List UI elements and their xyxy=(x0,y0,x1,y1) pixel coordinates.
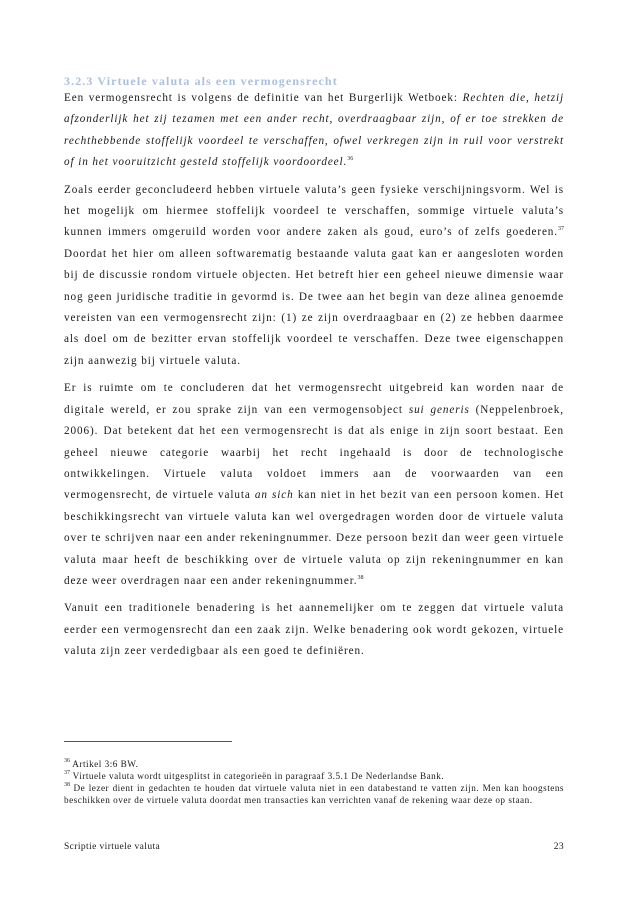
paragraph-sui-generis xyxy=(64,378,564,592)
paragraph-text: Er is ruimte om te concluderen dat het vermogensrecht uitgebreid kan worden naar de digitale wereld, er zou sprake zijn van een vermogensobject xyxy=(64,382,564,416)
footnote-divider xyxy=(64,741,232,742)
footnote-text: De lezer dient in gedachten te houden dat virtuele valuta niet in een databestand te vatten zijn. Men kan hoogstens beschikken over de virtuele valuta doordat men transacties kan verrichten vanaf de rekening waar deze op staan. xyxy=(64,783,564,805)
footnote-number: 38 xyxy=(64,782,70,788)
paragraph-physical-form xyxy=(64,180,564,373)
footnote-number: 36 xyxy=(64,758,70,764)
footnote-number: 37 xyxy=(64,770,70,776)
paragraph-text: Een vermogensrecht is volgens de definitie van het Burgerlijk Wetboek: xyxy=(64,92,463,104)
definition-quote: Rechten die, hetzij afzonderlijk het zij tezamen met een ander recht, overdraagbaar zijn, of er toe strekken de rechthebbende stoffelijk voordeel te verschaffen, ofwel verkregen zijn in ruil voor verstrekt of in het vooruitzicht gesteld stoffelijk voordoordeel. xyxy=(64,92,564,169)
footnote-36 xyxy=(64,758,564,770)
footnote-38 xyxy=(64,782,564,806)
footnote-text: Virtuele valuta wordt uitgesplitst in categorieën in paragraaf 3.5.1 De Nederlandse Bank. xyxy=(70,771,445,781)
page-body xyxy=(64,74,564,663)
footnotes xyxy=(64,758,564,806)
section-heading: 3.2.3 Virtuele valuta als een vermogensrecht xyxy=(64,74,338,88)
footnote-37 xyxy=(64,770,564,782)
footnote-text: Artikel 3:6 BW. xyxy=(70,759,139,769)
italic-term: sui generis xyxy=(408,403,470,416)
footnote-ref: 36 xyxy=(347,156,354,163)
paragraph-text: kan niet in het bezit van een persoon komen. Het beschikkingsrecht van virtuele valuta kan wel overgedragen worden door de virtuele valuta over te schrijven naar een ander rekeningnummer. Deze persoon bezit dan weer geen virtuele valuta maar heeft de beschikking over de virtuele valuta op zijn rekeningnummer en kan deze weer overdragen naar een ander rekeningnummer. xyxy=(64,489,564,587)
page-number: 23 xyxy=(553,842,564,852)
paragraph-text: (Neppelenbroek, 2006). Dat betekent dat het een vermogensrecht is dat als enige in zijn soort bestaat. Een geheel nieuwe categorie waarbij het recht ingehaald is door de technologische ontwikkelingen. Virtuele valuta voldoet immers aan de voorwaarden van een vermogensrecht, de virtuele valuta xyxy=(64,403,564,502)
paragraph-definition xyxy=(64,88,564,174)
paragraph-text: Zoals eerder geconcludeerd hebben virtuele valuta’s geen fysieke verschijningsvorm. Wel is het mogelijk om hiermee stoffelijk voordeel te verschaffen, sommige virtuele valuta’s kunnen immers omgeruild worden voor andere zaken als goud, euro’s of zelfs goederen. xyxy=(64,183,564,239)
footnote-ref: 37 xyxy=(558,226,564,233)
page-footer xyxy=(64,842,564,852)
footnote-ref: 38 xyxy=(357,574,364,581)
italic-term: an sich xyxy=(254,489,294,502)
footer-title: Scriptie virtuele valuta xyxy=(64,842,161,852)
paragraph-conclusion: Vanuit een traditionele benadering is het aannemelijker om te zeggen dat virtuele valuta eerder een vermogensrecht dan een zaak zijn. Welke benadering ook wordt gekozen, virtuele valuta zijn zeer verdedigbaar als een goed te definiëren. xyxy=(64,602,564,658)
paragraph-text: Doordat het hier om alleen softwarematig bestaande valuta gaat kan er aangesloten worden bij de discussie rondom virtuele objecten. Het betreft hier een geheel nieuwe dimensie waar nog geen juridische traditie in gevormd is. De twee aan het begin van deze alinea genoemde vereisten van een vermogensrecht zijn: (1) ze zijn overdraagbaar en (2) ze hebben daarmee als doel om de bezitter ervan stoffelijk voordeel te verschaffen. Deze twee eigenschappen zijn aanwezig bij virtuele valuta. xyxy=(64,247,564,367)
